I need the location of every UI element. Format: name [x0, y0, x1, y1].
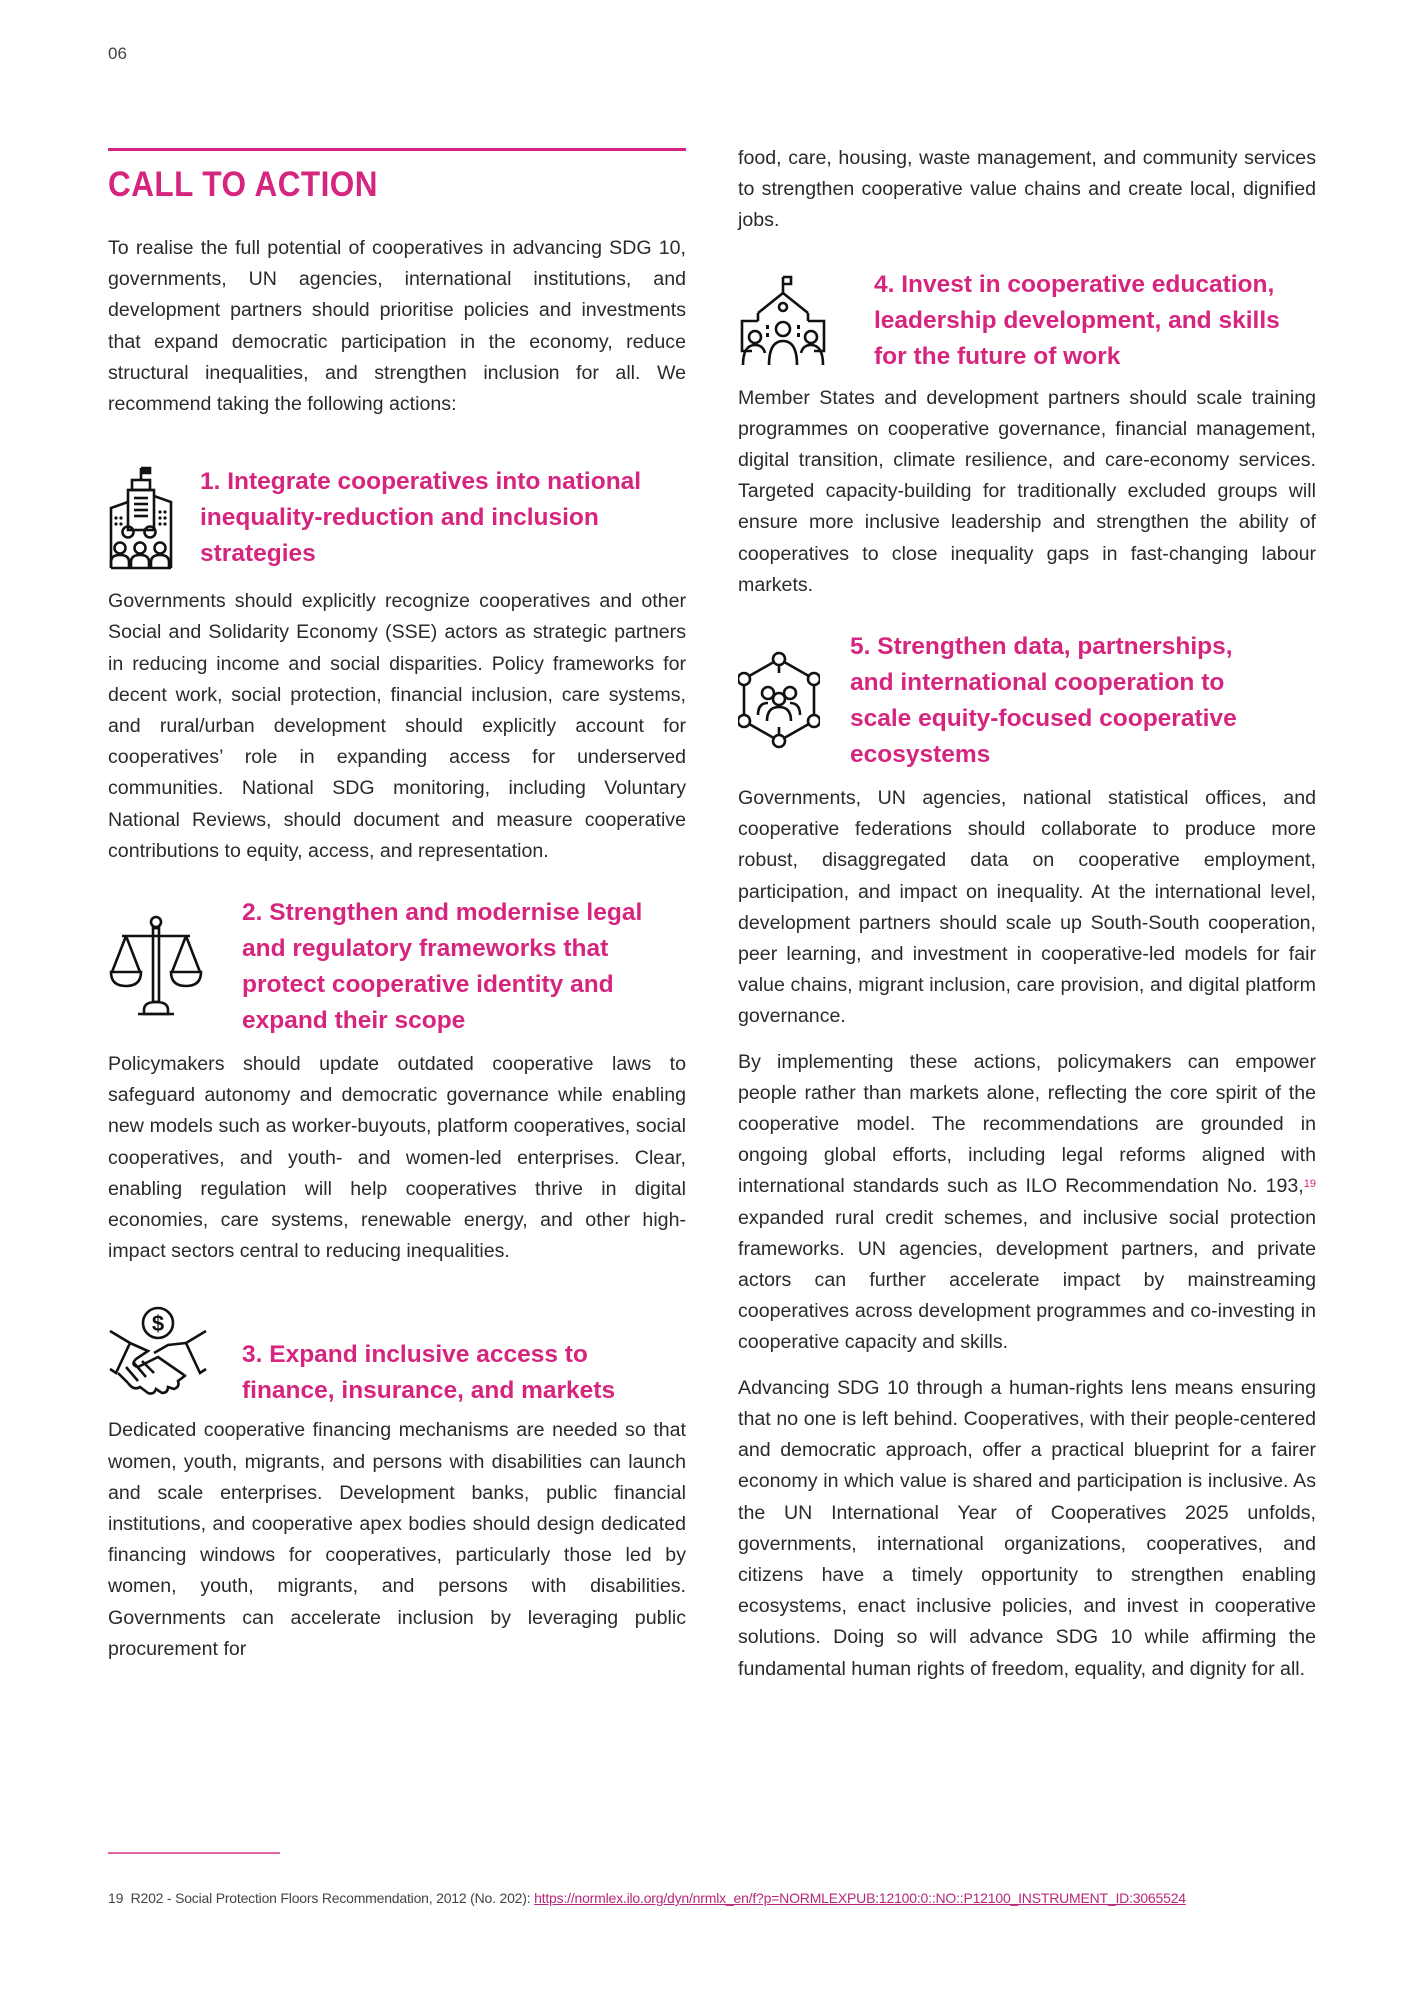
- action-2-body: Policymakers should update outdated cooperative laws to safeguard autonomy and democratic governance while enabling new models such as worker-buyouts, platform cooperatives, social cooperatives, and youth- and women-led enterprises. Clear, enabling regulation will help cooperatives thrive in digital economies, care systems, renewable energy, and other high-impact sectors central to reducing inequalities.: [108, 1053, 686, 1263]
- left-column: [108, 148, 686, 1665]
- right-column: [738, 143, 1316, 1685]
- school-people-icon: [738, 275, 874, 367]
- action-1: [108, 464, 686, 572]
- closing-paragraph-1: [738, 1047, 1316, 1359]
- footnote-rule: [108, 1852, 280, 1854]
- action-4: [738, 267, 1316, 375]
- action-1-heading: 1. Integrate cooperatives into national inequality-reduction and inclusion strategies: [200, 468, 642, 568]
- closing-1-text-a: By implementing these actions, policymakers can empower people rather than markets alone, reflecting the core spirit of the cooperative model. The recommendations are grounded in ongoing global efforts, including legal reforms aligned with international standards such as ILO Recommendation No. 193,: [738, 1050, 1316, 1198]
- section-title: CALL TO ACTION: [108, 165, 378, 204]
- action-5-heading: 5. Strengthen data, partnerships, and international cooperation to scale equity-focused cooperative ecosystems: [850, 633, 1237, 769]
- footnote-text: R202 - Social Protection Floors Recommendation, 2012 (No. 202):: [130, 1890, 535, 1906]
- city-people-icon: [108, 466, 200, 570]
- title-rule: [108, 148, 686, 151]
- page-number: 06: [108, 44, 127, 63]
- svg-text:$: $: [151, 1311, 165, 1337]
- action-5-body: Governments, UN agencies, national statistical offices, and cooperative federations should collaborate to produce more robust, disaggregated data on cooperative employment, participation, and impact on inequality. At the international level, development partners should scale up South-South cooperation, peer learning, and investment in cooperative-led models for fair value chains, migrant inclusion, care provision, and digital platform governance.: [738, 787, 1316, 1028]
- action-2: [108, 895, 686, 1039]
- scales-of-justice-icon: [108, 914, 242, 1020]
- action-1-body: Governments should explicitly recognize cooperatives and other Social and Solidarity Economy (SSE) actors as strategic partners in reducing income and social disparities. Policy frameworks for decent work, social protection, financial inclusion, care systems, and rural/urban development should explicitly account for cooperatives’ role in expanding access for underserved communities. National SDG monitoring, including Voluntary National Reviews, should document and measure cooperative contributions to equity, access, and representation.: [108, 590, 686, 862]
- closing-paragraph-2: Advancing SDG 10 through a human-rights lens means ensuring that no one is left behind. Cooperatives, with their people-centered and democratic approach, offer a practical blueprint for a fairer economy in which value is shared and participation is inclusive. As the UN International Year of Cooperatives 2025 unfolds, governments, international organizations, cooperatives, and citizens have a timely opportunity to strengthen enabling ecosystems, enact inclusive policies, and invest in cooperative solutions. Doing so will advance SDG 10 while affirming the fundamental human rights of freedom, equality, and dignity for all.: [738, 1376, 1316, 1680]
- action-4-heading: 4. Invest in cooperative education, leadership development, and skills for the future of work: [874, 270, 1280, 370]
- footnote: [108, 1890, 1186, 1906]
- action-3-body: Dedicated cooperative financing mechanisms are needed so that women, youth, migrants, and persons with disabilities can launch and scale enterprises. Development banks, public financial institutions, and cooperative apex bodies should design dedicated financing windows for cooperatives, particularly those led by women, youth, migrants, and persons with disabilities. Governments can accelerate inclusion by leveraging public procurement for: [108, 1419, 686, 1660]
- action-5: [738, 629, 1316, 773]
- footnote-number: 19: [108, 1890, 124, 1906]
- action-2-heading: 2. Strengthen and modernise legal and regulatory frameworks that protect cooperative identity and expand their scope: [242, 899, 643, 1035]
- footnote-ref-19[interactable]: 19: [1303, 1178, 1316, 1191]
- network-people-icon: [738, 651, 850, 751]
- action-3-heading: 3. Expand inclusive access to finance, insurance, and markets: [242, 1341, 616, 1405]
- intro-paragraph: To realise the full potential of cooperatives in advancing SDG 10, governments, UN agencies, international institutions, and development partners should prioritise policies and investments that expand democratic participation in the economy, reduce structural inequalities, and strengthen inclusion for all. We recommend taking the following actions:: [108, 237, 686, 416]
- handshake-dollar-icon: [108, 1303, 242, 1403]
- action-3-body-continued: food, care, housing, waste management, and community services to strengthen cooperative value chains and create local, dignified jobs.: [738, 147, 1316, 232]
- action-3: [108, 1297, 686, 1409]
- footnote-link[interactable]: https://normlex.ilo.org/dyn/nrmlx_en/f?p=NORMLEXPUB:12100:0::NO::P12100_INSTRUMENT_ID:3065524: [534, 1890, 1186, 1906]
- action-4-body: Member States and development partners should scale training programmes on cooperative governance, financial management, digital transition, climate resilience, and care-economy services. Targeted capacity-building for traditionally excluded groups will ensure more inclusive leadership and strengthen the ability of cooperatives to close inequality gaps in fast-changing labour markets.: [738, 386, 1316, 596]
- closing-1-text-b: expanded rural credit schemes, and inclusive social protection frameworks. UN agencies, development partners, and private actors can further accelerate impact by mainstreaming cooperatives across development programmes and co-investing in cooperative capacity and skills.: [738, 1206, 1316, 1354]
